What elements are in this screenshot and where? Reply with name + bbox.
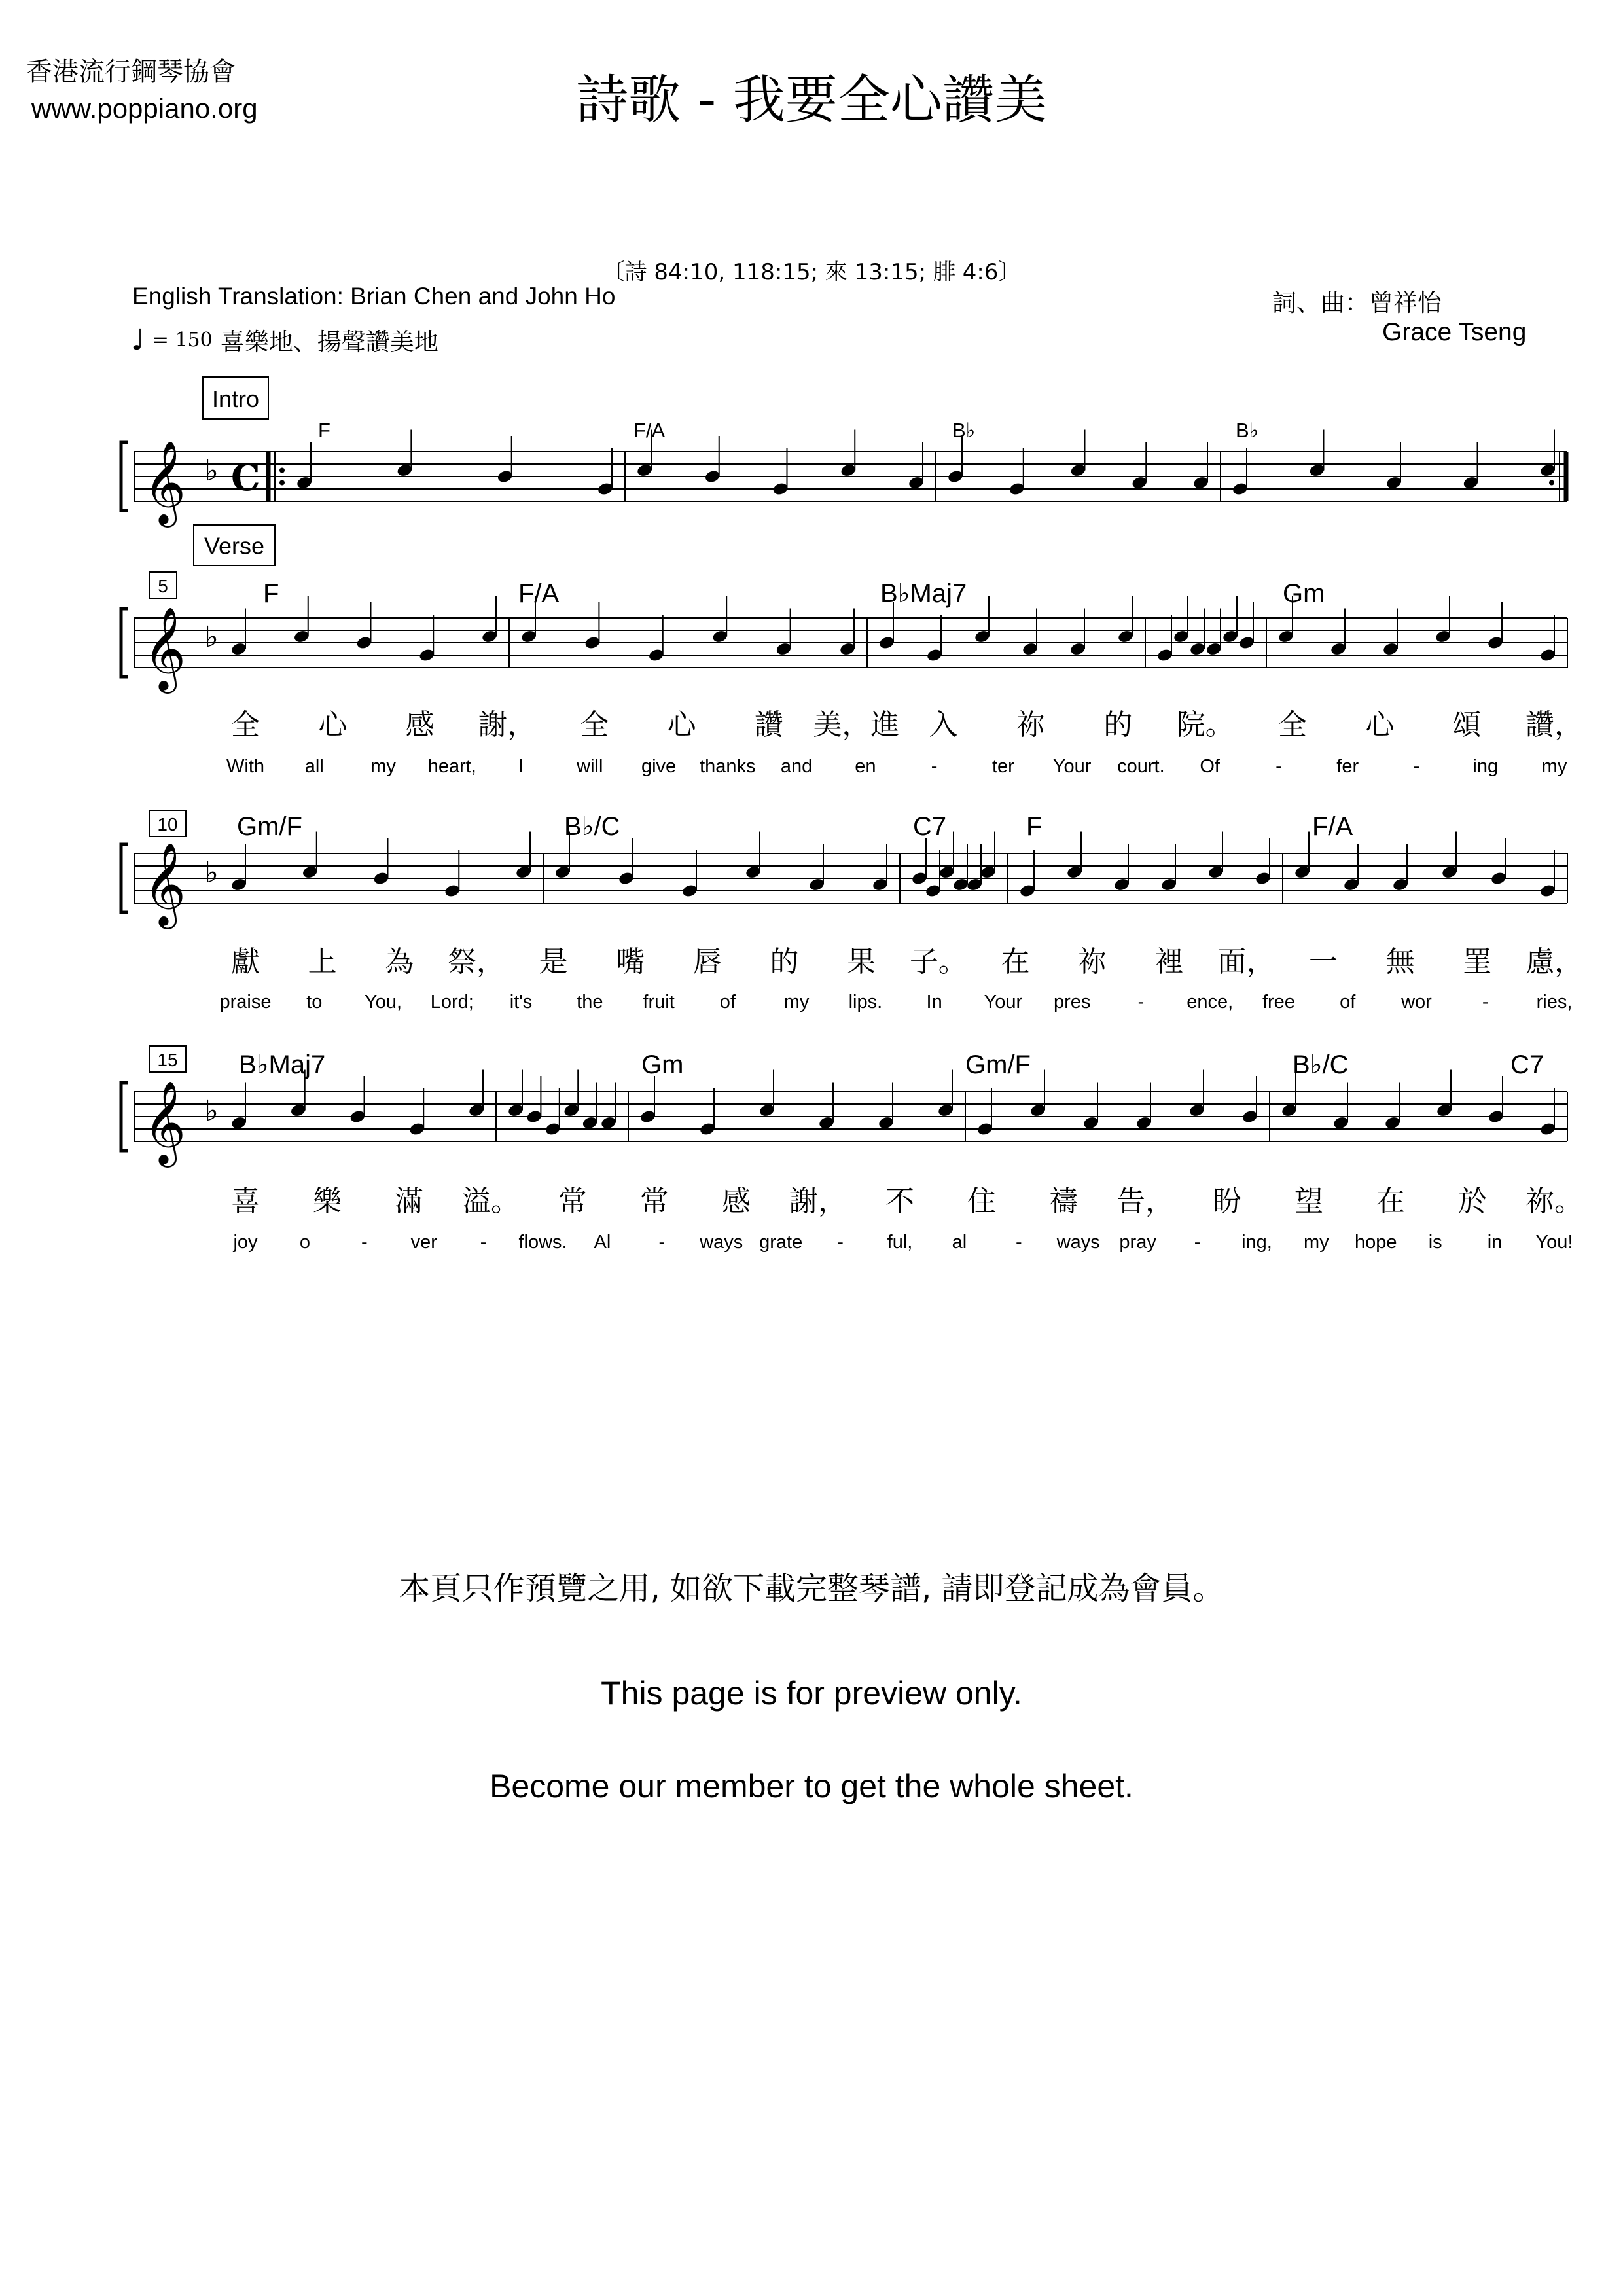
lyric-english: of: [719, 992, 736, 1013]
lyric-chinese: 禱: [1049, 1185, 1078, 1218]
chord-symbol: F/A: [518, 579, 560, 608]
site-url[interactable]: www.poppiano.org: [31, 93, 258, 124]
lyric-chinese: 裡: [1154, 945, 1184, 978]
chord-symbol: F: [318, 419, 330, 442]
measure-number: 10: [157, 814, 178, 835]
lyric-english: Of: [1200, 756, 1220, 777]
lyric-chinese: 祢: [1078, 945, 1107, 978]
chord-symbol: B♭: [1236, 419, 1259, 442]
lyric-chinese: 果: [847, 945, 876, 978]
lyric-english: -: [1413, 756, 1420, 777]
lyric-english: and: [780, 756, 813, 777]
lyric-chinese: 心: [318, 708, 348, 742]
chord-symbol: B♭Maj7: [880, 579, 967, 608]
lyric-english: in: [1487, 1232, 1503, 1253]
lyric-english: Lord;: [430, 992, 474, 1013]
lyric-chinese: 喜: [231, 1185, 260, 1218]
site-name: 香港流行鋼琴協會: [26, 57, 236, 87]
preview-notice-chinese: 本頁只作預覽之用, 如欲下載完整琴譜, 請即登記成為會員。: [399, 1570, 1224, 1607]
system-bracket: [121, 442, 128, 511]
tempo-expression: 喜樂地、揚聲讚美地: [220, 328, 438, 356]
key-signature-flat-icon: ♭: [205, 856, 219, 889]
lyric-chinese: 讚，: [1525, 708, 1583, 742]
lyric-chinese: 嘴: [616, 945, 645, 978]
section-label: Intro: [211, 386, 260, 413]
lyric-chinese: 的: [1103, 708, 1133, 742]
lyric-english: pres: [1053, 992, 1091, 1013]
lyric-english: to: [306, 992, 323, 1013]
lyric-english: ing,: [1241, 1232, 1272, 1253]
lyric-english: ter: [991, 756, 1014, 777]
lyric-chinese: 唇: [692, 945, 722, 978]
lyric-chinese: 子。: [909, 945, 967, 978]
lyric-english: en: [855, 756, 876, 777]
lyric-english: ways: [1056, 1232, 1100, 1253]
lyric-chinese: 心: [667, 708, 696, 742]
lyric-english: -: [1137, 992, 1145, 1013]
treble-clef-icon: 𝄞: [143, 440, 187, 524]
lyric-chinese: 罣: [1463, 945, 1492, 978]
system-bracket: [121, 609, 128, 677]
lyric-english: -: [1275, 756, 1282, 777]
lyric-chinese: 樂: [313, 1185, 342, 1218]
lyric-chinese: 全: [580, 708, 609, 742]
lyric-chinese: 感: [722, 1185, 751, 1218]
lyric-chinese: 面，: [1217, 945, 1275, 978]
lyric-english: is: [1428, 1232, 1442, 1253]
lyric-chinese: 無: [1385, 945, 1415, 978]
treble-clef-icon: 𝄞: [143, 842, 187, 925]
lyric-english: flows.: [518, 1232, 567, 1253]
lyric-english: -: [1194, 1232, 1201, 1253]
lyric-chinese: 住: [967, 1185, 996, 1218]
quarter-note-icon: ♩: [131, 323, 145, 357]
lyric-chinese: 獻: [231, 945, 260, 978]
chord-symbol: F/A: [633, 419, 666, 442]
lyric-english: ful,: [887, 1232, 913, 1253]
lyric-chinese: 讚: [755, 708, 783, 742]
chord-symbol: F: [263, 579, 279, 608]
key-signature-flat-icon: ♭: [205, 1094, 219, 1128]
lyric-english: Your: [984, 992, 1023, 1013]
lyric-english: -: [837, 1232, 844, 1253]
lyricist-composer-credit: 詞、曲：曾祥怡: [1272, 289, 1442, 317]
lyric-chinese: 在: [1001, 945, 1030, 978]
lyric-chinese: 為: [385, 945, 414, 978]
treble-clef-icon: 𝄞: [143, 606, 187, 690]
lyric-english: In: [926, 992, 942, 1013]
lyric-chinese: 頌: [1452, 708, 1482, 742]
lyric-english: -: [361, 1232, 368, 1253]
lyric-chinese: 慮，: [1525, 945, 1583, 978]
treble-clef-icon: 𝄞: [143, 1080, 187, 1164]
lyric-english: grate: [759, 1232, 803, 1253]
lyric-chinese: 祢: [1016, 708, 1045, 742]
lyric-english: -: [1015, 1232, 1022, 1253]
lyric-english: lips.: [848, 992, 883, 1013]
lyric-chinese: 不: [885, 1185, 914, 1218]
lyric-english: heart,: [427, 756, 476, 777]
lyric-english: Your: [1052, 756, 1092, 777]
lyric-english: the: [577, 992, 603, 1013]
lyric-chinese: 入: [929, 708, 958, 742]
lyric-english: ver: [410, 1232, 437, 1253]
lyric-chinese: 全: [231, 708, 260, 742]
chord-symbol: F: [1026, 812, 1043, 841]
lyric-english: Al: [594, 1232, 611, 1253]
lyric-english: give: [641, 756, 677, 777]
lyric-english: joy: [233, 1232, 258, 1253]
translation-credit: English Translation: Brian Chen and John Ho: [132, 283, 616, 310]
lyric-english: al: [952, 1232, 967, 1253]
lyric-english: -: [1482, 992, 1489, 1013]
repeat-dot: [279, 468, 285, 473]
lyric-english: You,: [365, 992, 402, 1013]
chord-symbol: B♭: [952, 419, 976, 442]
chord-symbol: Gm/F: [237, 812, 302, 841]
system-bracket: [121, 1083, 128, 1151]
lyric-english: all: [304, 756, 324, 777]
chord-symbol: Gm: [1283, 579, 1325, 608]
chord-symbol: Gm: [641, 1050, 684, 1079]
lyric-english: o: [299, 1232, 310, 1253]
lyric-english: fruit: [643, 992, 675, 1013]
lyric-english: -: [480, 1232, 487, 1253]
lyric-english: my: [783, 992, 810, 1013]
repeat-dot: [279, 480, 285, 486]
lyric-chinese: 美，進: [813, 708, 900, 742]
lyric-chinese: 上: [308, 945, 337, 978]
lyric-chinese: 全: [1278, 708, 1307, 742]
repeat-dot: [1549, 480, 1554, 486]
lyric-chinese: 感: [405, 708, 435, 742]
membership-notice-english: Become our member to get the whole sheet.: [490, 1768, 1133, 1804]
lyric-chinese: 的: [770, 945, 799, 978]
lyric-english: free: [1262, 992, 1295, 1013]
lyric-english: my: [1541, 756, 1567, 777]
key-signature-flat-icon: ♭: [205, 454, 219, 488]
chord-symbol: B♭Maj7: [239, 1050, 326, 1079]
lyric-english: my: [370, 756, 396, 777]
lyric-chinese: 告，: [1116, 1185, 1174, 1218]
tempo-bpm: = 150: [152, 328, 213, 351]
common-time-signature: C: [231, 456, 260, 499]
lyric-chinese: 望: [1294, 1185, 1323, 1218]
lyric-chinese: 院。: [1176, 708, 1234, 742]
lyric-english: court.: [1117, 756, 1165, 777]
song-title: 詩歌 - 我要全心讚美: [576, 69, 1047, 130]
lyric-english: You!: [1535, 1232, 1573, 1253]
lyric-chinese: 祢。: [1525, 1185, 1583, 1218]
chord-symbol: B♭/C: [1293, 1050, 1349, 1079]
lyric-english: ways: [700, 1232, 743, 1253]
key-signature-flat-icon: ♭: [205, 620, 219, 654]
composer-name-english: Grace Tseng: [1382, 318, 1527, 346]
lyric-chinese: 是: [539, 945, 568, 978]
lyric-english: -: [931, 756, 938, 777]
lyric-chinese: 常: [640, 1185, 669, 1218]
lyric-english: will: [577, 756, 603, 777]
lyric-chinese: 一: [1309, 945, 1338, 978]
scripture-references: 〔詩 84:10, 118:15; 來 13:15; 腓 4:6〕: [602, 259, 1021, 285]
system-bracket: [121, 844, 128, 912]
lyric-english: my: [1304, 1232, 1329, 1253]
lyric-chinese: 謝，: [478, 708, 536, 742]
lyric-english: ence,: [1186, 992, 1234, 1013]
lyric-english: fer: [1336, 756, 1359, 777]
chord-symbol: Gm/F: [965, 1050, 1031, 1079]
lyric-chinese: 盼: [1213, 1185, 1241, 1218]
lyric-english: ing: [1472, 756, 1499, 777]
chord-symbol: C7: [1510, 1050, 1544, 1079]
lyric-chinese: 溢。: [462, 1185, 520, 1218]
lyric-english: With: [226, 756, 264, 777]
lyric-english: I: [518, 756, 524, 777]
measure-number: 5: [158, 576, 168, 597]
lyric-chinese: 滿: [395, 1185, 423, 1218]
lyric-english: wor: [1401, 992, 1432, 1013]
lyric-english: thanks: [700, 756, 756, 777]
lyric-english: praise: [219, 992, 272, 1013]
lyric-english: of: [1340, 992, 1356, 1013]
lyric-english: ries,: [1536, 992, 1573, 1013]
lyric-chinese: 於: [1458, 1185, 1487, 1218]
lyric-english: it's: [509, 992, 533, 1013]
lyric-chinese: 謝，: [789, 1185, 847, 1218]
chord-symbol: C7: [913, 812, 947, 841]
lyric-english: hope: [1355, 1232, 1397, 1253]
lyric-chinese: 心: [1365, 708, 1395, 742]
section-label: Verse: [204, 532, 265, 560]
lyric-english: -: [658, 1232, 666, 1253]
preview-notice-english: This page is for preview only.: [601, 1675, 1022, 1712]
lyric-english: pray: [1119, 1232, 1156, 1253]
measure-number: 15: [157, 1050, 178, 1071]
lyric-chinese: 常: [558, 1185, 587, 1218]
lyric-chinese: 在: [1376, 1185, 1405, 1218]
lyric-chinese: 祭，: [447, 945, 505, 978]
chord-symbol: B♭/C: [564, 812, 620, 841]
chord-symbol: F/A: [1312, 812, 1353, 841]
